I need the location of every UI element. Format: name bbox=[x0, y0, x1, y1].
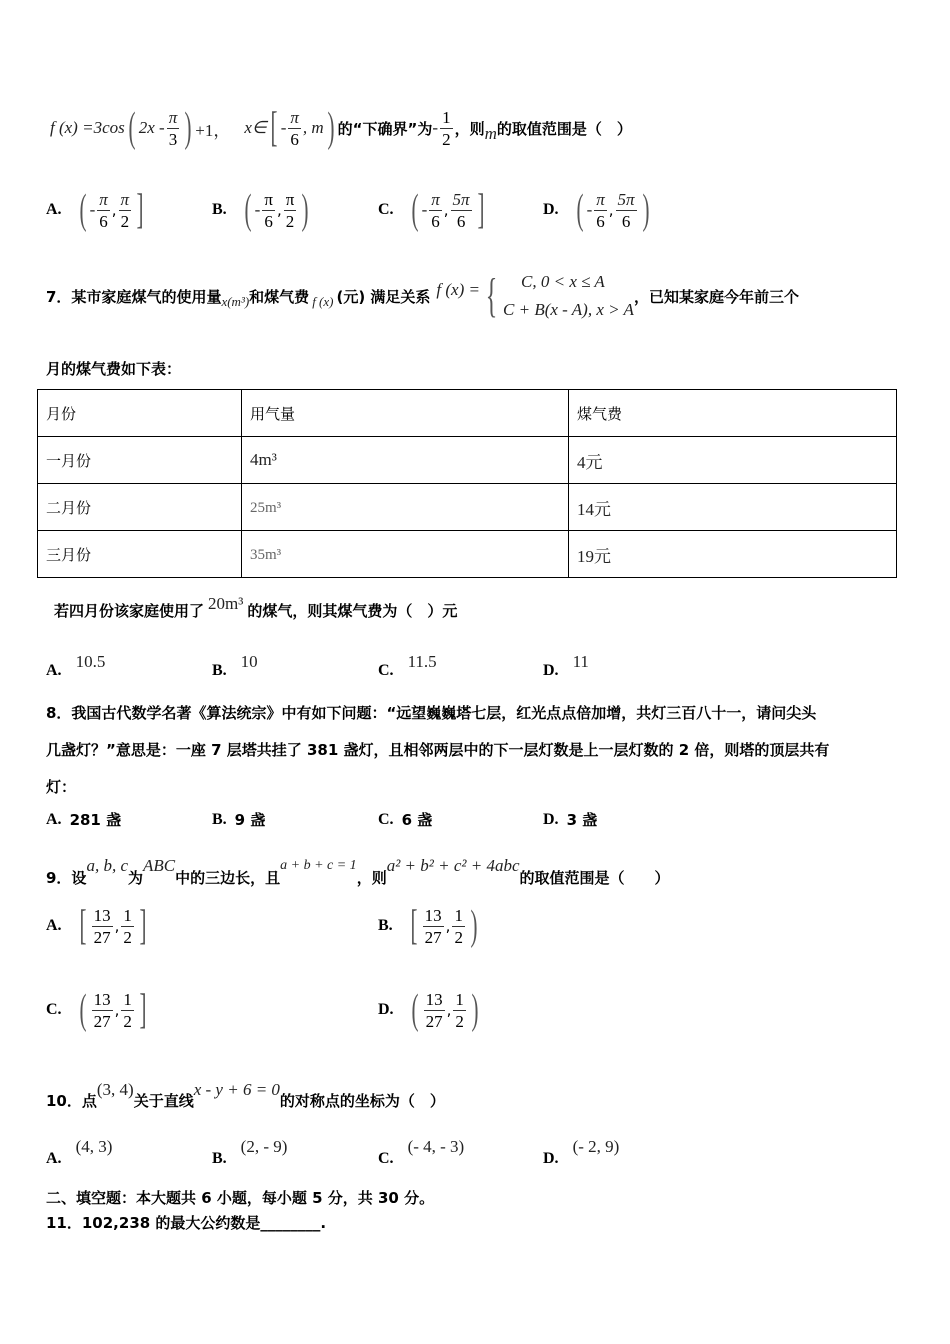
option-label: D. bbox=[543, 810, 559, 828]
option-label: B. bbox=[212, 662, 227, 679]
q7-x: x(m³) bbox=[221, 294, 250, 309]
fraction bbox=[440, 107, 453, 150]
table-cell: 4元 bbox=[577, 452, 603, 472]
denominator: 6 bbox=[290, 129, 299, 149]
option-label: B. bbox=[378, 917, 393, 934]
numerator: 13 bbox=[93, 989, 111, 1009]
q8-option-c[interactable] bbox=[378, 809, 432, 830]
paren: ) bbox=[327, 105, 335, 151]
numerator: π bbox=[99, 189, 108, 209]
bracket: [ bbox=[410, 903, 418, 949]
q6-text: ，则 bbox=[454, 119, 485, 138]
option-label: A. bbox=[46, 1150, 62, 1167]
numerator: π bbox=[264, 189, 273, 209]
option-label: C. bbox=[378, 662, 394, 679]
denominator: 2 bbox=[454, 927, 463, 947]
q10-text: 10．点 bbox=[46, 1092, 97, 1110]
denominator: 6 bbox=[99, 211, 108, 231]
q6-text: 的“下确界”为 bbox=[337, 119, 433, 138]
q6-domain: x∈ bbox=[244, 118, 267, 137]
table-cell: 一月份 bbox=[38, 437, 242, 484]
q9-option-d[interactable]: D. ( $\frac{13}{27}$ , $\frac{1}{2}$ ) bbox=[378, 987, 479, 1033]
table-row bbox=[38, 484, 897, 531]
fraction bbox=[92, 989, 113, 1032]
denominator: 6 bbox=[621, 211, 631, 231]
numerator: 13 bbox=[93, 905, 111, 925]
numerator: π bbox=[168, 107, 178, 127]
q7-option-a[interactable] bbox=[46, 644, 105, 680]
case-2: C + B(x - A), x > A bbox=[503, 300, 634, 319]
table-cell: 35m³ bbox=[250, 546, 282, 563]
brace: { bbox=[485, 269, 498, 322]
denominator: 2 bbox=[285, 211, 295, 231]
minus: - bbox=[421, 200, 428, 219]
table-cell: 4m³ bbox=[250, 450, 277, 469]
fraction bbox=[119, 189, 132, 232]
q7-f: f (x) bbox=[312, 294, 334, 309]
q10-line: x - y + 6 = 0 bbox=[193, 1079, 280, 1099]
denominator: 3 bbox=[168, 129, 178, 149]
q10-text: 的对称点的坐标为（ ） bbox=[279, 1092, 445, 1110]
q7-value: 20m³ bbox=[208, 593, 244, 613]
option-label: D. bbox=[543, 201, 559, 218]
q7-text: 的煤气，则其煤气费为（ ）元 bbox=[247, 602, 458, 620]
q6-inner: 2x - bbox=[138, 118, 165, 137]
q10-stem bbox=[46, 1068, 445, 1111]
piecewise bbox=[503, 268, 634, 324]
option-label: A. bbox=[46, 662, 62, 679]
fraction bbox=[92, 905, 113, 948]
q10-text: 关于直线 bbox=[133, 1092, 194, 1110]
q6-mvar: m bbox=[484, 124, 497, 143]
minus: - bbox=[280, 118, 287, 137]
denominator: 6 bbox=[431, 211, 440, 231]
option-label: B. bbox=[212, 1150, 227, 1167]
q6-option-a[interactable]: A. ( - $\frac{\pi}{6}$ , $\frac{\pi}{2}$ ] bbox=[46, 187, 144, 233]
q9-text: 的取值范围是（ ） bbox=[519, 869, 670, 887]
fraction bbox=[423, 905, 444, 948]
denominator: 2 bbox=[442, 129, 451, 149]
bracket: [ bbox=[270, 105, 278, 151]
option-value: (2, - 9) bbox=[240, 1137, 288, 1156]
q7-stem bbox=[46, 268, 799, 324]
numerator: 1 bbox=[442, 107, 451, 127]
fraction bbox=[452, 905, 465, 948]
option-label: C. bbox=[378, 201, 394, 218]
table-row bbox=[38, 437, 897, 484]
q9-triangle: ABC bbox=[143, 855, 176, 875]
q8-text: 几盏灯？”意思是：一座 7 层塔共挂了 381 盏灯，且相邻两层中的下一层灯数是上一层灯数的 2 倍，则塔的顶层共有 bbox=[46, 741, 830, 759]
numerator: π bbox=[285, 189, 295, 209]
q7-option-d[interactable] bbox=[543, 644, 589, 680]
q10-option-d[interactable] bbox=[543, 1126, 619, 1168]
bracket: ) bbox=[642, 187, 650, 233]
table-cell: 三月份 bbox=[38, 531, 242, 578]
bracket: ( bbox=[411, 187, 419, 233]
denominator: 6 bbox=[596, 211, 605, 231]
numerator: 1 bbox=[455, 989, 464, 1009]
option-value: (4, 3) bbox=[75, 1137, 113, 1156]
q11-text: 11．102,238 的最大公约数是________. bbox=[46, 1214, 327, 1232]
option-value: 11 bbox=[572, 652, 589, 671]
bracket: ( bbox=[576, 187, 584, 233]
q7-text: 若四月份该家庭使用了 bbox=[54, 602, 205, 620]
q9-option-b[interactable]: B. [ $\frac{13}{27}$ , $\frac{1}{2}$ ) bbox=[378, 903, 478, 949]
table-cell: 19元 bbox=[577, 546, 611, 566]
q8-option-b[interactable] bbox=[212, 809, 265, 830]
minus: - bbox=[254, 200, 261, 219]
q9-abc: a, b, c bbox=[86, 855, 128, 875]
numerator: π bbox=[431, 189, 440, 209]
bracket: ] bbox=[477, 187, 485, 233]
q9-option-c[interactable]: C. ( $\frac{13}{27}$ , $\frac{1}{2}$ ] bbox=[46, 987, 147, 1033]
denominator: 2 bbox=[123, 927, 132, 947]
q10-option-c[interactable] bbox=[378, 1126, 464, 1168]
bracket: ( bbox=[79, 987, 87, 1033]
minus: - bbox=[586, 200, 593, 219]
bracket: ) bbox=[471, 987, 479, 1033]
case-1: C, 0 < x ≤ A bbox=[521, 272, 605, 291]
q8-option-a[interactable] bbox=[46, 809, 121, 830]
fraction bbox=[121, 905, 134, 948]
q6-option-b[interactable]: B. ( - $\frac{\pi}{6}$ , $\frac{\pi}{2}$ ) bbox=[212, 187, 309, 233]
fraction bbox=[429, 189, 442, 232]
bracket: ] bbox=[139, 903, 147, 949]
bracket: ) bbox=[470, 903, 478, 949]
option-label: D. bbox=[543, 662, 559, 679]
option-value: 10 bbox=[240, 652, 258, 671]
q9-expression: a² + b² + c² + 4abc bbox=[386, 855, 520, 875]
denominator: 2 bbox=[123, 1011, 132, 1031]
bracket: ( bbox=[79, 187, 87, 233]
fraction bbox=[262, 189, 275, 232]
numerator: 5π bbox=[452, 189, 470, 209]
paren: ( bbox=[128, 105, 136, 151]
fraction bbox=[284, 189, 297, 232]
numerator: 1 bbox=[123, 989, 132, 1009]
numerator: 5π bbox=[617, 189, 635, 209]
option-label: D. bbox=[378, 1001, 394, 1018]
q7-text: 7．某市家庭煤气的使用量 bbox=[46, 287, 222, 306]
denominator: 27 bbox=[424, 927, 442, 947]
fraction bbox=[97, 189, 110, 232]
q7-question bbox=[54, 586, 457, 621]
numerator: π bbox=[290, 107, 299, 127]
option-value: 281 盏 bbox=[69, 811, 122, 829]
q8-text: 8．我国古代数学名著《算法统宗》中有如下问题：“远望巍巍塔七层，红光点点倍加增，共灯三百八十一，请问尖头 bbox=[46, 704, 817, 722]
denominator: 6 bbox=[264, 211, 273, 231]
minus: - bbox=[432, 118, 439, 137]
minus: - bbox=[89, 200, 96, 219]
fraction bbox=[121, 989, 134, 1032]
option-value: (- 4, - 3) bbox=[407, 1137, 465, 1156]
gas-table bbox=[37, 389, 897, 578]
q6-option-c[interactable]: C. ( - $\frac{\pi}{6}$ , $\frac{5\pi}{6}$ ] bbox=[378, 187, 485, 233]
q10-option-a[interactable] bbox=[46, 1126, 112, 1168]
paren: ) bbox=[184, 105, 192, 151]
fraction bbox=[594, 189, 607, 232]
option-label: C. bbox=[46, 1001, 62, 1018]
option-label: B. bbox=[212, 810, 227, 828]
option-label: A. bbox=[46, 810, 62, 828]
q9-text: ，则 bbox=[356, 869, 387, 887]
q9-option-a[interactable]: A. [ $\frac{13}{27}$ , $\frac{1}{2}$ ] bbox=[46, 903, 147, 949]
option-label: A. bbox=[46, 917, 62, 934]
q8-option-d[interactable] bbox=[543, 809, 597, 830]
option-value: (- 2, 9) bbox=[572, 1137, 620, 1156]
section-heading: 二、填空题：本大题共 6 小题，每小题 5 分，共 30 分。 bbox=[46, 1189, 435, 1207]
option-value: 6 盏 bbox=[401, 811, 433, 829]
table-header-cell: 煤气费 bbox=[569, 390, 897, 437]
table-header-cell: 用气量 bbox=[242, 390, 569, 437]
bracket: ] bbox=[136, 187, 144, 233]
denominator: 27 bbox=[93, 927, 111, 947]
q9-stem bbox=[46, 843, 670, 888]
option-label: B. bbox=[212, 201, 227, 218]
q6-m: , m bbox=[302, 118, 324, 137]
q7-text: (元) 满足关系 bbox=[336, 287, 431, 306]
bracket: ( bbox=[244, 187, 252, 233]
q8-text: 灯： bbox=[46, 778, 77, 796]
denominator: 27 bbox=[425, 1011, 443, 1031]
q9-condition: a + b + c = 1 bbox=[280, 857, 357, 873]
option-value: 3 盏 bbox=[566, 811, 598, 829]
q9-text: 为 bbox=[127, 869, 143, 887]
q6-option-d[interactable]: D. ( - $\frac{\pi}{6}$ , $\frac{5\pi}{6}$ ) bbox=[543, 187, 650, 233]
table-row bbox=[38, 531, 897, 578]
q10-point: (3, 4) bbox=[96, 1079, 134, 1099]
q7-option-c[interactable] bbox=[378, 644, 437, 680]
q6-plus: +1， bbox=[195, 120, 231, 140]
bracket: [ bbox=[79, 903, 87, 949]
fraction bbox=[288, 107, 301, 150]
fraction bbox=[451, 189, 472, 232]
bracket: ] bbox=[139, 987, 147, 1033]
denominator: 2 bbox=[120, 211, 130, 231]
option-label: A. bbox=[46, 201, 62, 218]
q7-fdef: f (x) = bbox=[436, 280, 480, 299]
numerator: π bbox=[596, 189, 605, 209]
table-cell: 二月份 bbox=[38, 484, 242, 531]
q7-text-line2: 月的煤气费如下表： bbox=[46, 360, 182, 378]
q9-text: 中的三边长，且 bbox=[175, 869, 281, 887]
bracket: ) bbox=[301, 187, 309, 233]
option-value: 10.5 bbox=[75, 652, 106, 671]
q7-option-b[interactable] bbox=[212, 644, 258, 680]
table-header-cell: 月份 bbox=[38, 390, 242, 437]
q10-option-b[interactable] bbox=[212, 1126, 287, 1168]
table-header bbox=[38, 390, 897, 437]
fraction bbox=[453, 989, 466, 1032]
fraction bbox=[167, 107, 180, 150]
q7-text: 和煤气费 bbox=[249, 287, 310, 306]
option-value: 11.5 bbox=[407, 652, 437, 671]
q6-text: 的取值范围是（ ） bbox=[496, 119, 632, 138]
fraction bbox=[424, 989, 445, 1032]
q6-stem bbox=[50, 104, 632, 152]
bracket: ( bbox=[411, 987, 419, 1033]
option-label: C. bbox=[378, 1150, 394, 1167]
numerator: 13 bbox=[425, 989, 443, 1009]
option-label: C. bbox=[378, 810, 394, 828]
denominator: 6 bbox=[456, 211, 466, 231]
denominator: 2 bbox=[455, 1011, 464, 1031]
numerator: 1 bbox=[123, 905, 132, 925]
table-cell: 14元 bbox=[577, 499, 611, 519]
table-cell: 25m³ bbox=[250, 499, 282, 516]
denominator: 27 bbox=[93, 1011, 111, 1031]
fraction bbox=[616, 189, 637, 232]
q9-text: 9．设 bbox=[46, 869, 87, 887]
numerator: π bbox=[120, 189, 130, 209]
option-value: 9 盏 bbox=[234, 811, 266, 829]
q7-text: ，已知某家庭今年前三个 bbox=[633, 287, 799, 306]
numerator: 1 bbox=[454, 905, 463, 925]
numerator: 13 bbox=[424, 905, 442, 925]
q6-function: f (x) =3cos bbox=[50, 118, 125, 137]
option-label: D. bbox=[543, 1150, 559, 1167]
